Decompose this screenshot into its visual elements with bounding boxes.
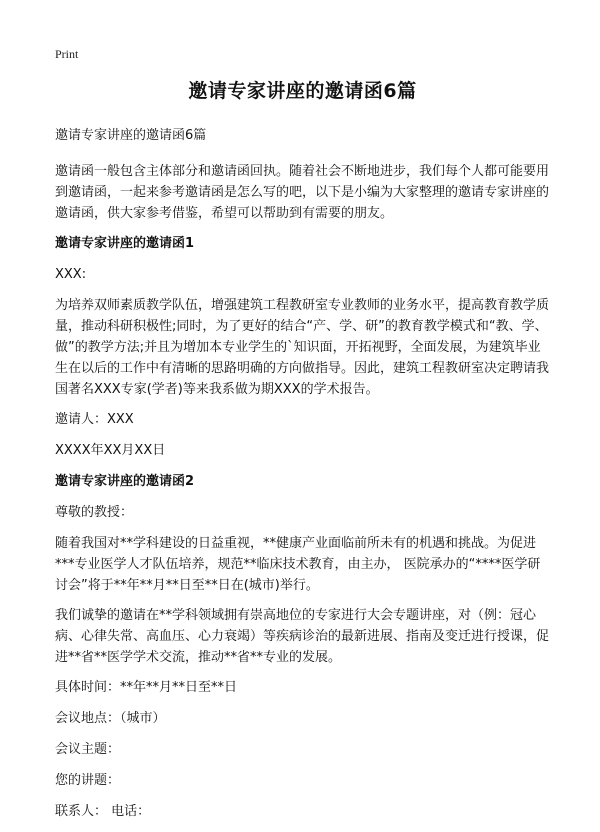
section2-para2: 我们诚挚的邀请在**学科领域拥有崇高地位的专家进行大会专题讲座，对（例：冠心病、心律失常、高血压、心力衰竭）等疾病诊治的最新进展、指南及变迁进行授课，促进**省**医学学术交流，推动**省**专业的发展。 xyxy=(55,608,550,665)
section2-heading: 邀请专家讲座的邀请函2 xyxy=(55,474,195,489)
document-title: 邀请专家讲座的邀请函6篇 xyxy=(188,80,417,102)
section2-location: 会议地点：（城市） xyxy=(55,711,166,726)
section2-theme: 会议主题： xyxy=(55,742,121,757)
section1-body: 为培养双师素质教学队伍，增强建筑工程教研室专业教师的业务水平，提高教育教学质量，推动科研积极性;同时，为了更好的结合“产、学、研”的教育教学模式和“教、学、做”的教学方法;并且为增加本专业学生的`知识面，开拓视野，全面发展，为建筑毕业生在以后的工作中有清晰的思路明确的方向做指导。因此，建筑工程教研室决定聘请我国著名XXX专家(学者)等来我系做为期XXX的学术报告。 xyxy=(55,298,550,397)
intro-paragraph: 邀请函一般包含主体部分和邀请函回执。随着社会不断地进步，我们每个人都可能要用到邀请函，一起来参考邀请函是怎么写的吧，以下是小编为大家整理的邀请专家讲座的邀请函，供大家参考借鉴，希望可以帮助到有需要的朋友。 xyxy=(55,164,550,221)
print-link[interactable]: Print xyxy=(55,47,79,61)
section1-date: XXXX年XX月XX日 xyxy=(55,443,166,458)
section2-para1: 随着我国对**学科建设的日益重视，**健康产业面临前所未有的机遇和挑战。为促进***专业医学人才队伍培养，规范**临床技术教育，由主办， 医院承办的“****医学研讨会”将于**年**月**日至**日在(城市)举行。 xyxy=(55,536,541,593)
document-subtitle: 邀请专家讲座的邀请函6篇 xyxy=(55,128,207,143)
document-body xyxy=(55,76,550,832)
section1-heading: 邀请专家讲座的邀请函1 xyxy=(55,236,195,251)
section1-inviter: 邀请人：XXX xyxy=(55,412,134,427)
section2-contact: 联系人： 电话： xyxy=(55,804,151,819)
section2-salutation: 尊敬的教授： xyxy=(55,505,134,520)
section2-time: 具体时间：**年**月**日至**日 xyxy=(55,680,238,695)
section2-lecture: 您的讲题： xyxy=(55,773,121,788)
section1-salutation: XXX: xyxy=(55,267,87,282)
